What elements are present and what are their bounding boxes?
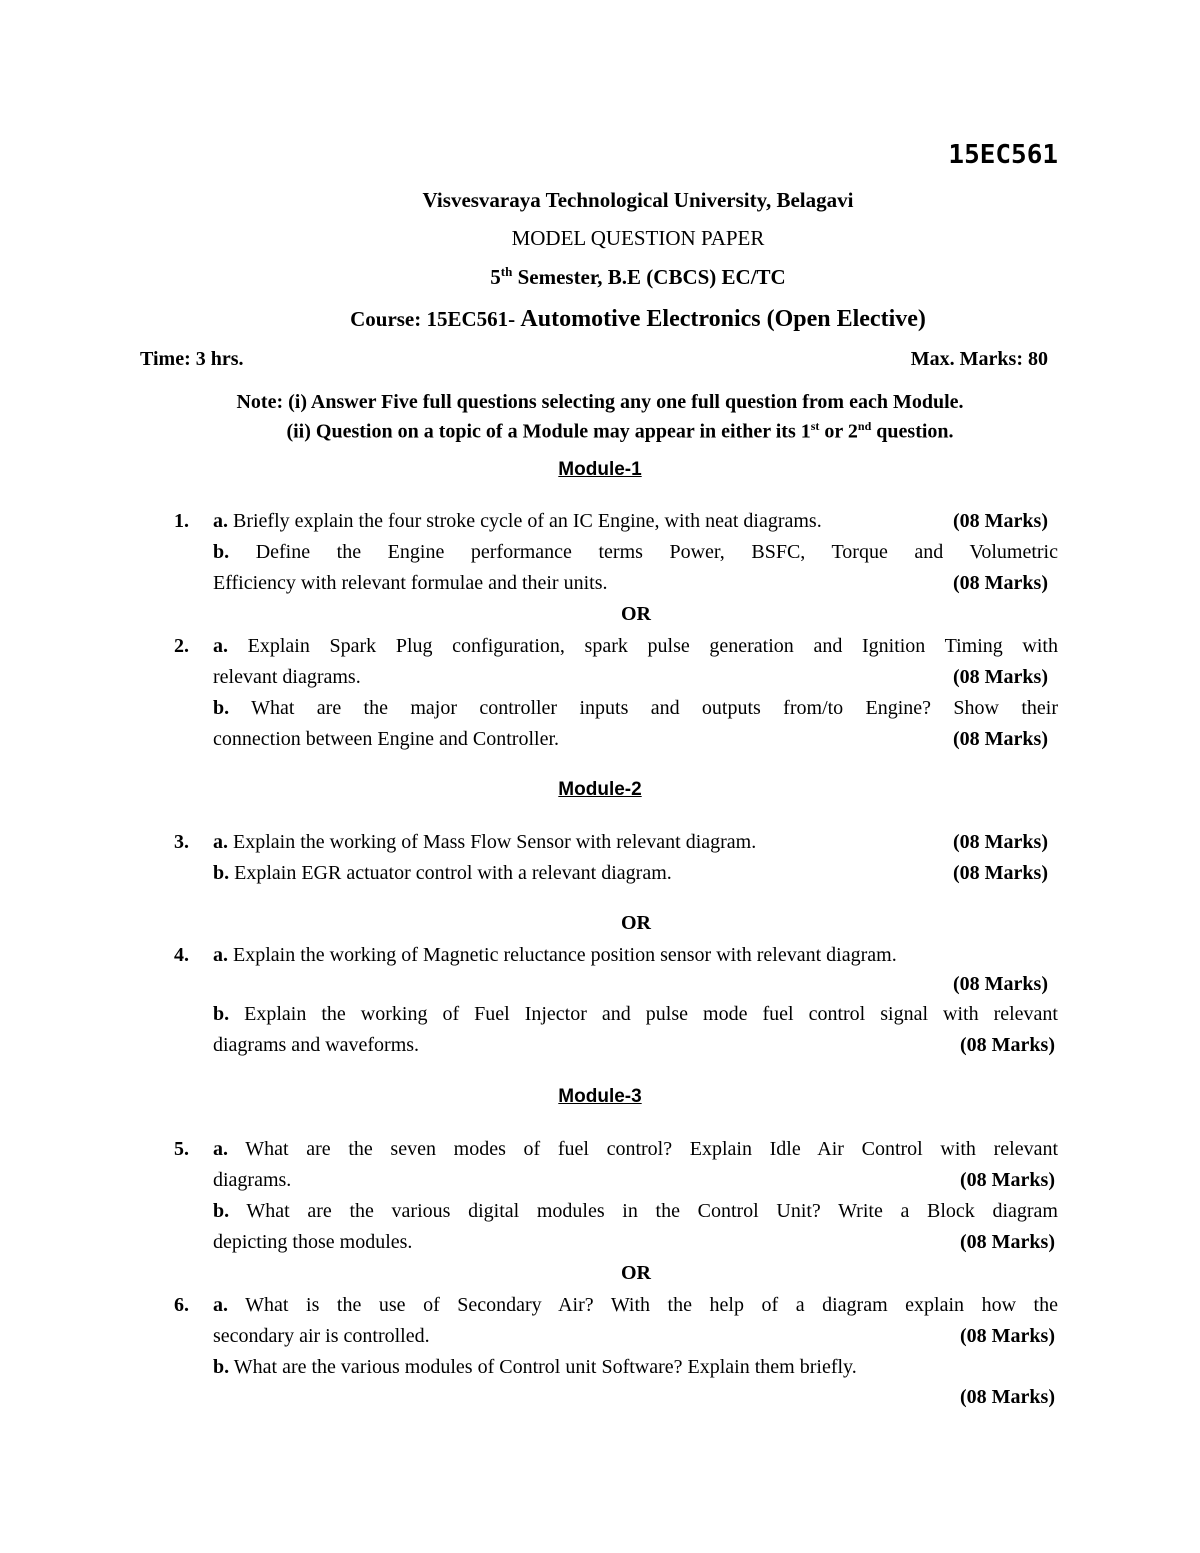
course-line <box>0 306 1200 333</box>
question-4a-label: a. <box>213 944 228 966</box>
question-3b-label: b. <box>213 862 230 884</box>
question-6a-line-1 <box>213 1294 1058 1317</box>
question-2b-text-1: What are the major controller inputs and outputs from/to Engine? Show their <box>229 697 1058 719</box>
note-line-1: Note: (i) Answer Five full questions selecting any one full question from each Module. <box>236 391 964 413</box>
question-3a-marks: (08 Marks) <box>953 831 1048 853</box>
question-2b-line-2: connection between Engine and Controller. <box>213 728 560 750</box>
question-5b-marks: (08 Marks) <box>960 1231 1055 1253</box>
question-5b-label: b. <box>213 1200 230 1222</box>
note2-part-a: (ii) Question on a topic of a Module may appear in either its 1 <box>286 420 811 443</box>
question-3b-text: Explain EGR actuator control with a relevant diagram. <box>229 862 672 884</box>
question-1-number: 1. <box>174 510 189 532</box>
note2-sup-1: st <box>810 419 820 433</box>
question-5b-line-1 <box>213 1200 1058 1223</box>
question-1a-marks: (08 Marks) <box>953 510 1048 532</box>
semester-line <box>0 264 1200 290</box>
note2-sup-2: nd <box>857 419 872 433</box>
question-5b-line-2: depicting those modules. <box>213 1231 413 1253</box>
module-1-heading: Module-1 <box>558 459 642 480</box>
question-2a-text-1: Explain Spark Plug configuration, spark pulse generation and Ignition Timing with <box>228 635 1058 657</box>
question-5a-line-2: diagrams. <box>213 1169 292 1191</box>
question-1a-label: a. <box>213 510 228 532</box>
question-1b-text-1: Define the Engine performance terms Power, BSFC, Torque and Volumetric <box>229 541 1058 563</box>
question-4b-line-2: diagrams and waveforms. <box>213 1034 420 1056</box>
question-2b-line-1 <box>213 697 1058 720</box>
question-1a <box>213 510 1058 533</box>
question-5-number: 5. <box>174 1138 189 1160</box>
question-5a-marks: (08 Marks) <box>960 1169 1055 1191</box>
note-line-2 <box>0 419 1200 444</box>
question-2-number: 2. <box>174 635 189 657</box>
question-6b-text: What are the various modules of Control unit Software? Explain them briefly. <box>229 1356 857 1378</box>
semester-number: 5 <box>490 265 501 289</box>
exam-time: Time: 3 hrs. <box>140 348 244 370</box>
question-6a-line-2: secondary air is controlled. <box>213 1325 430 1347</box>
note2-part-b: or 2 <box>819 420 858 443</box>
question-1a-text: Briefly explain the four stroke cycle of an IC Engine, with neat diagrams. <box>228 510 822 532</box>
question-1b-line-2: Efficiency with relevant formulae and their units. <box>213 572 608 594</box>
question-2a-marks: (08 Marks) <box>953 666 1048 688</box>
semester-superscript: th <box>500 264 513 279</box>
or-separator-3: OR <box>621 1262 651 1284</box>
paper-type: MODEL QUESTION PAPER <box>511 226 765 250</box>
course-code: 15EC561 <box>948 140 1058 170</box>
question-5a-line-1 <box>213 1138 1058 1161</box>
question-6a-marks: (08 Marks) <box>960 1325 1055 1347</box>
question-6b-marks: (08 Marks) <box>960 1386 1055 1408</box>
module-3-heading: Module-3 <box>558 1086 642 1107</box>
question-6b <box>213 1356 1058 1379</box>
question-4a-marks: (08 Marks) <box>953 973 1048 995</box>
question-3a-text: Explain the working of Mass Flow Sensor with relevant diagram. <box>228 831 757 853</box>
question-3a-label: a. <box>213 831 228 853</box>
module-2-heading: Module-2 <box>558 779 642 800</box>
question-4b-text-1: Explain the working of Fuel Injector and pulse mode fuel control signal with relevant <box>229 1003 1058 1025</box>
or-separator-1: OR <box>621 603 651 625</box>
question-5a-label: a. <box>213 1138 228 1160</box>
or-separator-2: OR <box>621 912 651 934</box>
question-6a-text-1: What is the use of Secondary Air? With the help of a diagram explain how the <box>228 1294 1058 1316</box>
question-3b <box>213 862 1058 885</box>
question-3-number: 3. <box>174 831 189 853</box>
question-2a-line-1 <box>213 635 1058 658</box>
question-2b-label: b. <box>213 697 230 719</box>
question-2b-marks: (08 Marks) <box>953 728 1048 750</box>
question-4b-label: b. <box>213 1003 230 1025</box>
question-4b-line-1 <box>213 1003 1058 1026</box>
question-4a-text: Explain the working of Magnetic reluctance position sensor with relevant diagram. <box>228 944 897 966</box>
question-6a-label: a. <box>213 1294 228 1316</box>
question-1b-marks: (08 Marks) <box>953 572 1048 594</box>
max-marks: Max. Marks: 80 <box>910 348 1048 370</box>
course-prefix: Course: 15EC561- <box>350 307 521 331</box>
note2-part-c: question. <box>871 420 954 443</box>
question-4a <box>213 944 1058 967</box>
question-5b-text-1: What are the various digital modules in the Control Unit? Write a Block diagram <box>229 1200 1058 1222</box>
question-4b-marks: (08 Marks) <box>960 1034 1055 1056</box>
question-2a-label: a. <box>213 635 228 657</box>
course-name: Automotive Electronics (Open Elective) <box>520 306 926 332</box>
question-5a-text-1: What are the seven modes of fuel control? Explain Idle Air Control with relevant <box>228 1138 1058 1160</box>
question-1b-line-1 <box>213 541 1058 564</box>
question-4-number: 4. <box>174 944 189 966</box>
question-6b-label: b. <box>213 1356 230 1378</box>
question-3b-marks: (08 Marks) <box>953 862 1048 884</box>
semester-rest: Semester, B.E (CBCS) EC/TC <box>512 265 786 289</box>
university-name: Visvesvaraya Technological University, Belagavi <box>422 188 854 212</box>
question-6-number: 6. <box>174 1294 189 1316</box>
question-2a-line-2: relevant diagrams. <box>213 666 361 688</box>
question-1b-label: b. <box>213 541 230 563</box>
question-3a <box>213 831 1058 854</box>
